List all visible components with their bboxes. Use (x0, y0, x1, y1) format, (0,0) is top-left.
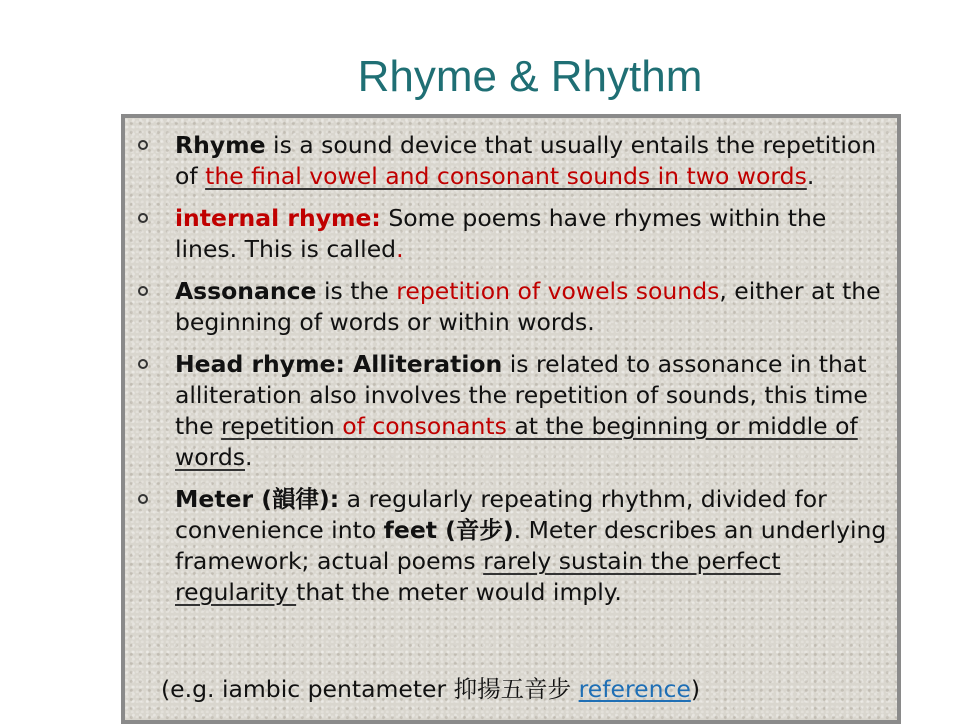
note-text: (e.g. iambic pentameter 抑揚五音步 (161, 675, 579, 703)
term-meter: Meter (韻律): (175, 485, 340, 513)
slide-title: Rhyme & Rhythm (357, 52, 703, 101)
bullet-circle-icon (138, 359, 148, 369)
bullet-text: that the meter would imply. (296, 578, 622, 606)
content-panel (121, 114, 901, 724)
bullet-text: . (806, 162, 815, 190)
highlight-text: the final vowel and consonant sounds in two words (205, 162, 807, 190)
bullet-assonance (125, 276, 895, 338)
bullet-meter (125, 484, 895, 608)
bullet-text: , either at the beginning of words or within words. (175, 277, 881, 336)
highlight-text: of consonants (342, 412, 507, 440)
reference-link[interactable]: reference (578, 675, 691, 703)
example-note (161, 670, 700, 704)
term-feet: feet (音步) (383, 516, 514, 544)
bullet-circle-icon (138, 286, 148, 296)
note-text: ) (690, 675, 701, 703)
bullet-alliteration (125, 349, 895, 473)
bullet-text: Some poems have rhymes within the lines. This is called (175, 204, 827, 263)
bullet-text: a regularly repeating rhythm, divided for convenience into (175, 485, 827, 544)
bullet-text: is a sound device that usually entails the repetition of (175, 131, 877, 190)
term-assonance: Assonance (175, 277, 317, 305)
bullet-text: is related to assonance in that alliteration also involves the repetition of sounds, this time the (175, 350, 868, 440)
highlight-text: repetition of vowels sounds (396, 277, 720, 305)
bullet-list (125, 130, 895, 619)
term-internal-rhyme: internal rhyme: (175, 204, 381, 232)
underlined-text: at the beginning or middle of words (175, 412, 858, 471)
bullet-circle-icon (138, 213, 148, 223)
bullet-circle-icon (138, 140, 148, 150)
bullet-circle-icon (138, 494, 148, 504)
term-alliteration: Head rhyme: Alliteration (175, 350, 503, 378)
bullet-internal-rhyme (125, 203, 895, 265)
term-rhyme: Rhyme (175, 131, 266, 159)
underlined-text: repetition (221, 412, 343, 440)
underlined-text: rarely sustain the perfect regularity (175, 547, 781, 606)
bullet-text: . (245, 443, 253, 471)
highlight-text: . (396, 235, 404, 263)
bullet-text: is the (316, 277, 397, 305)
bullet-rhyme (125, 130, 895, 192)
bullet-text: . Meter describes an underlying framework; actual poems (175, 516, 887, 575)
